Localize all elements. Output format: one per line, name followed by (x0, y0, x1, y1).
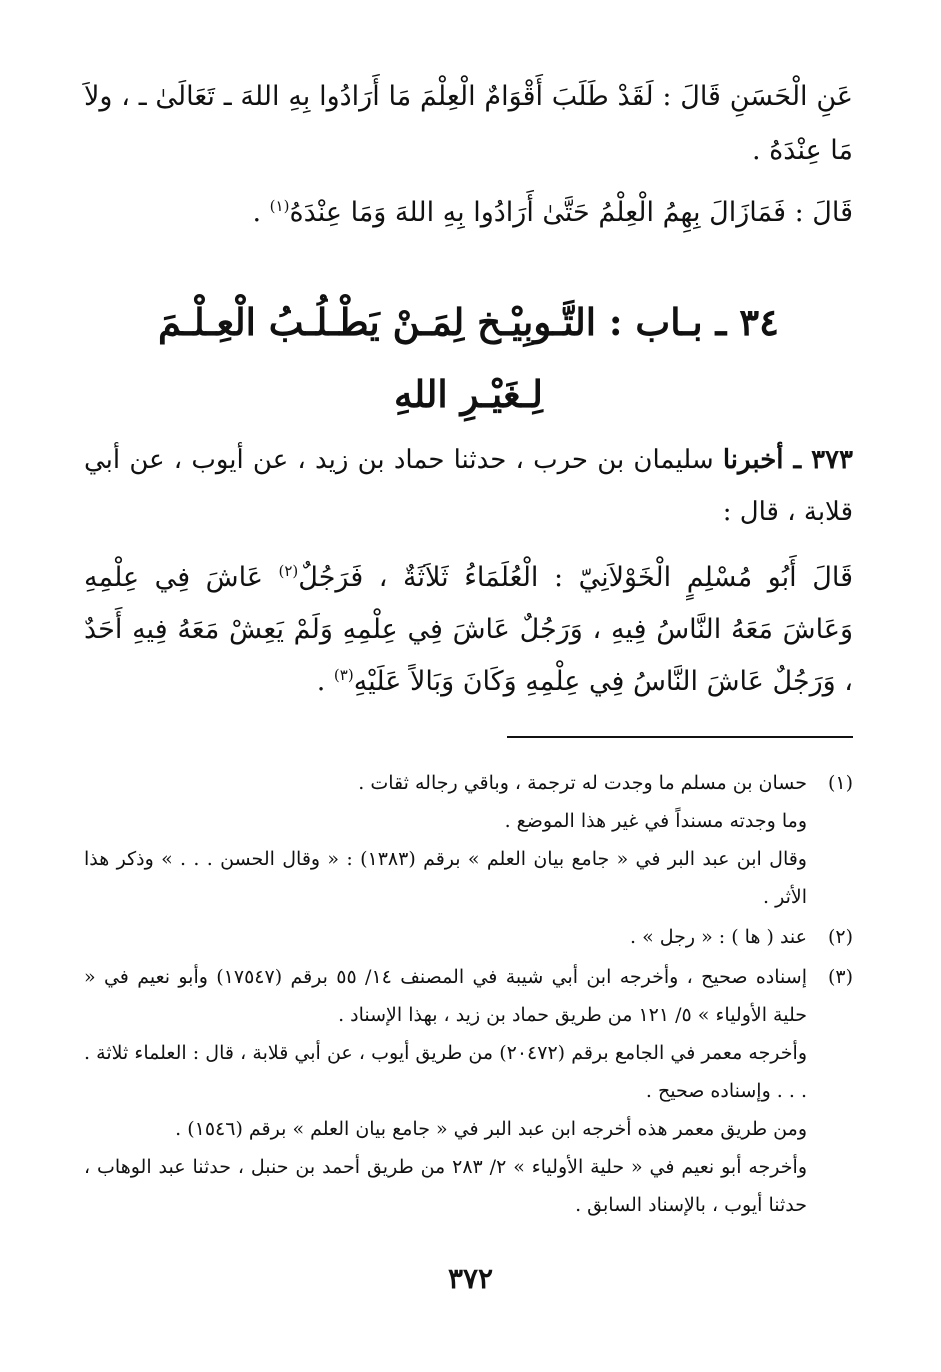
footnote-number: (١) (827, 772, 853, 794)
footnote-ref-2[interactable]: (٢) (278, 562, 299, 580)
footnote-body (84, 764, 807, 916)
footnote-1 (84, 764, 853, 916)
hadith-number-lead: ٣٧٣ ـ أخبرنا (722, 445, 853, 475)
footnote-ref-3[interactable]: (٣) (333, 666, 354, 684)
footnote-number: (٣) (827, 966, 853, 988)
page-number: ٣٧٢ (447, 1262, 494, 1295)
footnote-line: وأخرجه معمر في الجامع برقم (٢٠٤٧٢) من طريق أيوب ، عن أبي قلابة ، قال : العلماء ثلاثة . . . . وإسناده صحيح . (84, 1042, 807, 1102)
footnote-line: وقال ابن عبد البر في « جامع بيان العلم » برقم (١٣٨٣) : « وقال الحسن . . . » وذكر هذا الأثر . (84, 848, 807, 908)
footnote-line: وما وجدته مسنداً في غير هذا الموضع . (504, 810, 807, 832)
footnote-body (84, 958, 807, 1224)
intro-paragraph-1: عَنِ الْحَسَنِ قَالَ : لَقَدْ طَلَبَ أَقْوَامٌ الْعِلْمَ مَا أَرَادُوا بِهِ اللهَ ـ تَعَالَىٰ ـ ، ولاَ مَا عِنْدَهُ . (84, 81, 853, 166)
footnote-number: (٢) (827, 926, 853, 948)
chapter-heading-line-2: لِـغَيْـرِ اللهِ (394, 372, 543, 416)
footnotes (84, 764, 853, 1224)
hadith-text-b: عَاشَ فِي عِلْمِهِ وَعَاشَ مَعَهُ النَّاسُ فِيهِ ، وَرَجُلٌ عَاشَ فِي عِلْمِهِ وَلَمْ يَعِشْ مَعَهُ فِيهِ أَحَدٌ ، وَرَجُلٌ عَاشَ النَّاسُ فِي عِلْمِهِ وَكَانَ وَبَالاً عَلَيْهِ (84, 562, 853, 697)
hadith-text-a: قَالَ أَبُو مُسْلِمٍ الْخَوْلاَنِيّ : الْعُلَمَاءُ ثَلاَثَةٌ ، فَرَجُلٌ (298, 562, 853, 593)
footnote-line: ومن طريق معمر هذه أخرجه ابن عبد البر في « جامع بيان العلم » برقم (١٥٤٦) . (175, 1118, 807, 1140)
footnote-line: إسناده صحيح ، وأخرجه ابن أبي شيبة في المصنف ١٤/ ٥٥ برقم (١٧٥٤٧) وأبو نعيم في « حلية الأولياء » ٥/ ١٢١ من طريق حماد بن زيد ، بهذا الإسناد . (84, 966, 807, 1026)
chapter-heading (84, 286, 853, 430)
footnote-line: وأخرجه أبو نعيم في « حلية الأولياء » ٢/ ٢٨٣ من طريق أحمد بن حنبل ، حدثنا عبد الوهاب ، حدثنا أيوب ، بالإسناد السابق . (84, 1156, 807, 1216)
footnote-divider (507, 736, 853, 738)
hadith-chain (84, 434, 853, 538)
footnote-ref-1[interactable]: (١) (269, 197, 290, 215)
chapter-heading-line-1: ٣٤ ـ بـاب : التَّـوبِيْـخ لِمَـنْ يَطْـلُـبُ الْعِـلْـمَ (157, 300, 780, 344)
footnote-body (84, 918, 807, 956)
hadith-text (84, 552, 853, 708)
intro-paragraph-2-end: . (252, 197, 270, 228)
footnote-line: حسان بن مسلم ما وجدت له ترجمة ، وباقي رجاله ثقات . (358, 772, 807, 794)
intro-paragraph-2-text: قَالَ : فَمَازَالَ بِهِمُ الْعِلْمُ حَتَّىٰ أَرَادُوا بِهِ اللهَ وَمَا عِنْدَهُ (289, 197, 853, 228)
intro-paragraph-2 (84, 186, 853, 240)
hadith-text-end: . (316, 666, 334, 697)
book-page (84, 70, 853, 1372)
footnote-2 (84, 918, 853, 956)
footnote-line: عند ( ها ) : « رجل » . (630, 926, 807, 948)
footnote-3 (84, 958, 853, 1224)
hadith-chain-text: سليمان بن حرب ، حدثنا حماد بن زيد ، عن أيوب ، عن أبي قلابة ، قال : (84, 445, 853, 527)
